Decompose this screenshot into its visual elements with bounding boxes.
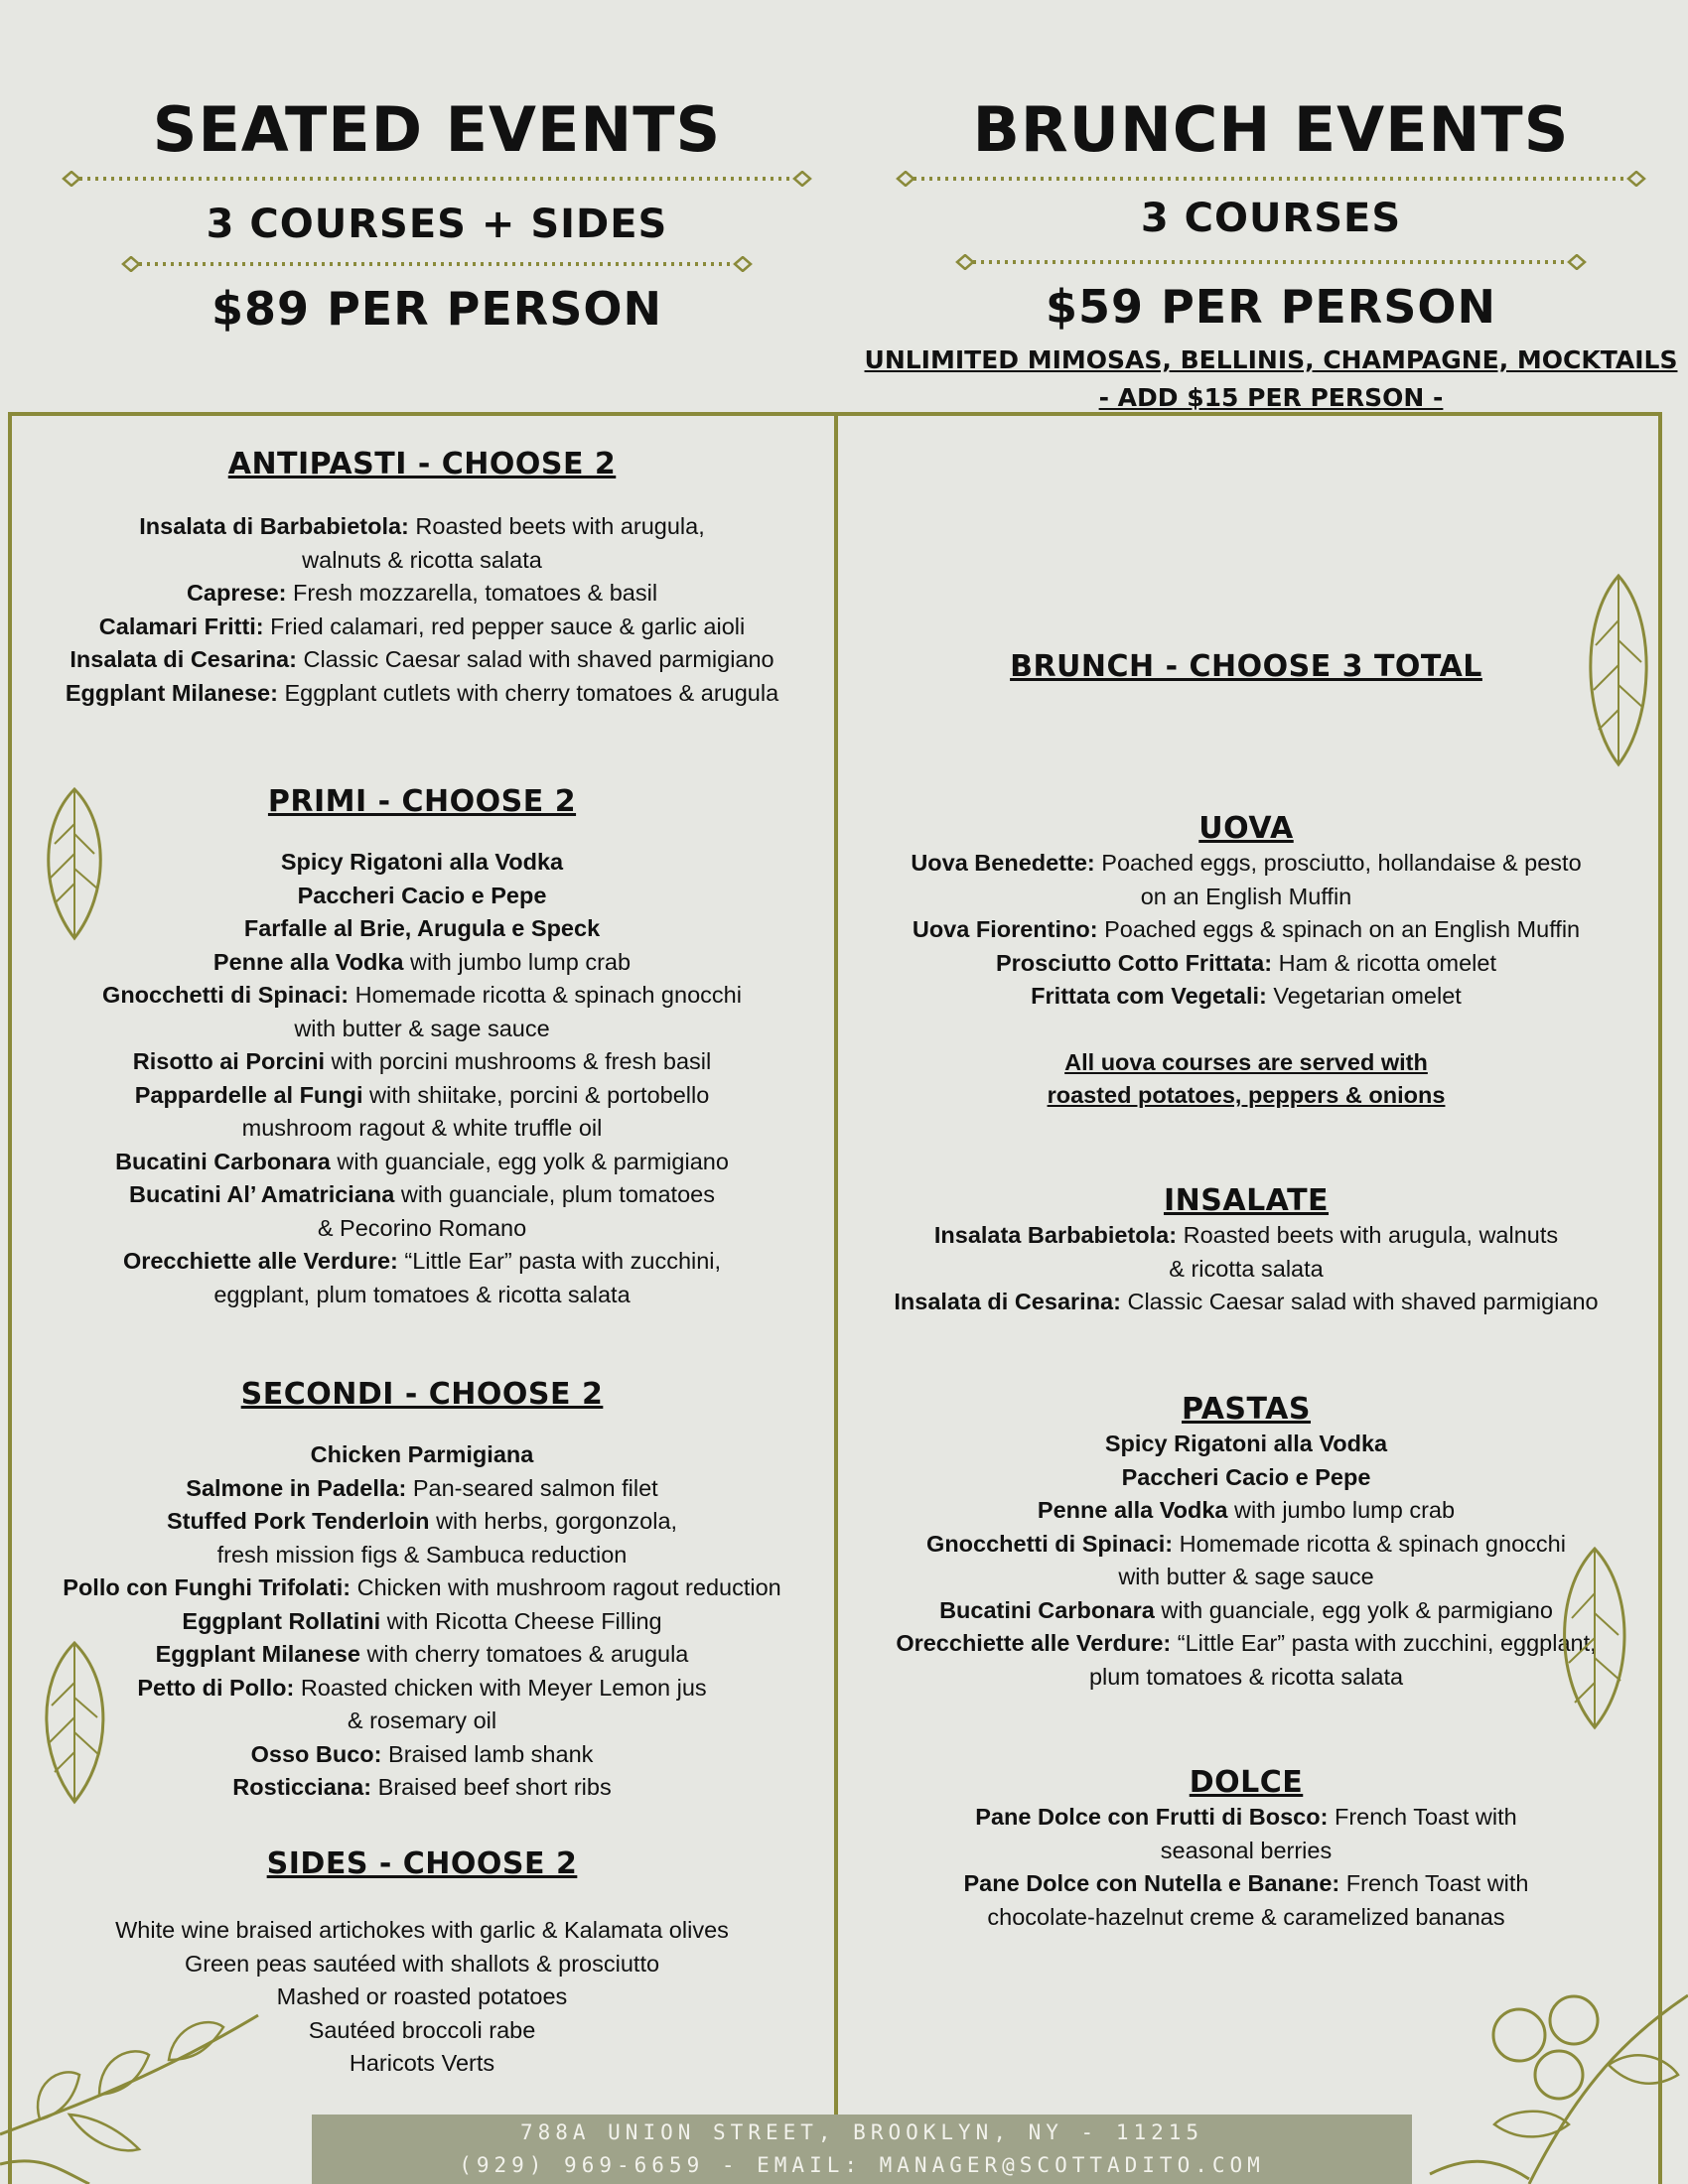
menu-item — [849, 980, 1643, 1014]
menu-item-description: Ham & ricotta omelet — [1272, 949, 1496, 976]
secondi-section — [20, 1377, 824, 1805]
menu-item — [20, 510, 824, 544]
drinks-note-line2: - ADD $15 PER PERSON - — [1098, 383, 1444, 412]
drinks-note-line1: UNLIMITED MIMOSAS, BELLINIS, CHAMPAGNE, MOCKTAILS — [864, 345, 1678, 374]
footer-contact: (929) 969-6659 - EMAIL: MANAGER@SCOTTADITO.COM — [459, 2153, 1265, 2177]
menu-item-description-cont: seasonal berries — [1160, 1837, 1333, 1863]
menu-item — [849, 1867, 1643, 1901]
menu-item — [20, 1672, 824, 1706]
menu-item-name: Frittata com Vegetali: — [1031, 983, 1267, 1009]
dolce-title: DOLCE — [1189, 1765, 1304, 1800]
menu-item-name: Salmone in Padella: — [186, 1474, 407, 1501]
menu-item — [20, 880, 824, 913]
menu-item-description-cont: on an English Muffin — [1140, 883, 1352, 909]
menu-item-description: Roasted chicken with Meyer Lemon jus — [294, 1674, 707, 1701]
brunch-title-section: BRUNCH - CHOOSE 3 TOTAL — [1010, 649, 1482, 684]
menu-item-description: Pan-seared salmon filet — [406, 1474, 658, 1501]
menu-item-name: Risotto ai Porcini — [132, 1048, 326, 1074]
menu-item — [20, 1638, 824, 1672]
menu-item — [849, 1286, 1643, 1319]
menu-item-name: Insalata di Cesarina: — [70, 646, 297, 672]
menu-item — [849, 847, 1643, 881]
menu-item-name: Insalata di Barbabietola: — [139, 513, 409, 539]
menu-item-name: Spicy Rigatoni alla Vodka — [1104, 1431, 1388, 1456]
menu-item-name: Insalata Barbabietola: — [933, 1222, 1178, 1248]
menu-item-name: Caprese: — [186, 580, 287, 606]
menu-item-description: with guanciale, egg yolk & parmigiano — [330, 1148, 729, 1174]
seated-price: $89 PER PERSON — [211, 282, 662, 336]
seated-courses: 3 COURSES + SIDES — [206, 202, 668, 247]
menu-item — [20, 1045, 824, 1079]
menu-item-name: Stuffed Pork Tenderloin — [166, 1508, 430, 1534]
menu-item-description: French Toast with — [1339, 1870, 1529, 1896]
menu-item-description: with jumbo lump crab — [1227, 1497, 1456, 1523]
menu-item-name: Pollo con Funghi Trifolati: — [63, 1574, 352, 1600]
menu-item-description: with shiitake, porcini & portobello — [362, 1081, 710, 1108]
menu-item-name: Gnocchetti di Spinaci: — [926, 1530, 1174, 1557]
brunch-header — [854, 0, 1688, 417]
menu-item — [849, 913, 1643, 947]
footer-address: 788A UNION STREET, BROOKLYN, NY - 11215 — [519, 2120, 1204, 2144]
brunch-title: BRUNCH EVENTS — [972, 93, 1570, 166]
menu-item — [849, 1528, 1643, 1562]
dotted-divider — [60, 171, 814, 187]
menu-item-description: with cherry tomatoes & arugula — [359, 1641, 689, 1667]
uova-list — [849, 847, 1643, 1014]
primi-section — [20, 784, 824, 1311]
side-item: Sautéed broccoli rabe — [308, 2016, 536, 2043]
menu-item-description-cont: & Pecorino Romano — [317, 1214, 527, 1241]
menu-item-name: Orecchiette alle Verdure: — [122, 1248, 398, 1274]
primi-list — [20, 846, 824, 1311]
menu-item — [849, 1627, 1643, 1661]
brunch-price: $59 PER PERSON — [1046, 280, 1496, 334]
menu-item-description: with jumbo lump crab — [403, 948, 632, 975]
side-item: Haricots Verts — [349, 2050, 495, 2076]
uova-note-line2: roasted potatoes, peppers & onions — [1047, 1082, 1446, 1108]
menu-item — [20, 846, 824, 880]
dotted-divider — [894, 171, 1648, 187]
menu-item — [849, 947, 1643, 981]
menu-item — [20, 1079, 824, 1113]
brunch-section — [849, 649, 1643, 685]
menu-item-name: Farfalle al Brie, Arugula e Speck — [243, 915, 601, 941]
side-item: Green peas sautéed with shallots & prosciutto — [184, 1950, 660, 1977]
column-divider — [834, 412, 838, 2184]
menu-item — [20, 677, 824, 711]
menu-item — [20, 1505, 824, 1539]
seated-title: SEATED EVENTS — [152, 93, 722, 166]
antipasti-title: ANTIPASTI - CHOOSE 2 — [227, 447, 617, 481]
menu-item — [849, 1219, 1643, 1253]
menu-item — [20, 1571, 824, 1605]
menu-item — [20, 1605, 824, 1639]
menu-item-description: Fresh mozzarella, tomatoes & basil — [286, 580, 658, 606]
menu-item-name: Pane Dolce con Frutti di Bosco: — [975, 1804, 1329, 1830]
menu-item-description: Roasted beets with arugula, — [408, 513, 705, 539]
menu-item-name: Bucatini Carbonara — [115, 1148, 331, 1174]
menu-item — [849, 1801, 1643, 1835]
sides-title: SIDES - CHOOSE 2 — [266, 1846, 578, 1881]
menu-item — [849, 1461, 1643, 1495]
menu-item-description: Chicken with mushroom ragout reduction — [351, 1574, 781, 1600]
menu-item-description: Poached eggs & spinach on an English Muffin — [1097, 916, 1581, 942]
menu-item — [849, 1594, 1643, 1628]
menu-item-name: Eggplant Rollatini — [182, 1607, 381, 1634]
menu-item — [20, 979, 824, 1013]
menu-item-description-cont: with butter & sage sauce — [1118, 1564, 1374, 1589]
leaf-icon — [20, 784, 129, 943]
menu-item-description: Classic Caesar salad with shaved parmigiano — [296, 646, 774, 672]
menu-item-name: Prosciutto Cotto Frittata: — [995, 949, 1273, 976]
menu-item — [20, 1146, 824, 1179]
menu-item-description-cont: chocolate-hazelnut creme & caramelized bananas — [987, 1903, 1505, 1930]
menu-item-name: Bucatini Al’ Amatriciana — [129, 1181, 395, 1207]
antipasti-section — [20, 447, 824, 710]
menu-item-name: Orecchiette alle Verdure: — [896, 1630, 1172, 1656]
side-item: White wine braised artichokes with garlic & Kalamata olives — [115, 1917, 729, 1943]
menu-item-name: Eggplant Milanese: — [65, 679, 278, 706]
menu-item-description-cont: walnuts & ricotta salata — [302, 546, 542, 573]
menu-item-name: Spicy Rigatoni alla Vodka — [280, 849, 564, 875]
menu-item-description-cont: & ricotta salata — [1169, 1255, 1324, 1282]
menu-item-name: Pane Dolce con Nutella e Banane: — [963, 1870, 1340, 1896]
menu-item-description: with Ricotta Cheese Filling — [380, 1607, 662, 1634]
menu-item-description: Fried calamari, red pepper sauce & garlic aioli — [263, 613, 746, 639]
leaf-icon — [1574, 571, 1663, 769]
menu-item-name: Rosticciana: — [232, 1774, 372, 1800]
menu-item — [849, 1428, 1643, 1461]
menu-item-description: Homemade ricotta & spinach gnocchi — [1173, 1530, 1566, 1557]
menu-item-name: Pappardelle al Fungi — [134, 1081, 363, 1108]
dolce-section — [849, 1765, 1643, 1934]
menu-item-name: Penne alla Vodka — [1037, 1497, 1228, 1523]
menu-item-description-cont: & rosemary oil — [347, 1707, 497, 1733]
menu-item — [20, 912, 824, 946]
menu-item — [20, 577, 824, 611]
menu-item-description-cont: plum tomatoes & ricotta salata — [1088, 1663, 1404, 1690]
dotted-divider — [119, 256, 755, 272]
uova-title: UOVA — [1198, 811, 1294, 846]
menu-item-description-cont: mushroom ragout & white truffle oil — [241, 1115, 603, 1141]
pastas-title: PASTAS — [1181, 1392, 1312, 1427]
menu-item-description: Eggplant cutlets with cherry tomatoes & arugula — [277, 679, 779, 706]
menu-item — [20, 1472, 824, 1506]
menu-item — [20, 1438, 824, 1472]
menu-item-description: Braised lamb shank — [381, 1740, 594, 1767]
menu-item-name: Calamari Fritti: — [98, 613, 264, 639]
menu-item — [20, 1178, 824, 1212]
menu-item-name: Chicken Parmigiana — [310, 1441, 534, 1467]
menu-item-name: Uova Fiorentino: — [912, 916, 1098, 942]
menu-item-description-cont: with butter & sage sauce — [294, 1015, 550, 1041]
seated-header — [40, 0, 834, 336]
menu-item — [849, 1494, 1643, 1528]
menu-item-description: Poached eggs, prosciutto, hollandaise & pesto — [1094, 850, 1582, 876]
menu-item — [20, 1738, 824, 1772]
menu-item — [20, 1245, 824, 1279]
menu-item-name: Bucatini Carbonara — [939, 1596, 1155, 1623]
menu-item-name: Uova Benedette: — [911, 850, 1095, 876]
olive-branch-icon — [0, 1956, 298, 2184]
leaf-icon — [1537, 1544, 1651, 1732]
footer — [312, 2115, 1412, 2184]
menu-item-description: with herbs, gorgonzola, — [429, 1508, 678, 1534]
menu-item-description: Braised beef short ribs — [371, 1774, 612, 1800]
side-item: Mashed or roasted potatoes — [276, 1983, 568, 2009]
dolce-list — [849, 1801, 1643, 1934]
brunch-courses: 3 COURSES — [1140, 196, 1402, 241]
menu-item-description: Roasted beets with arugula, walnuts — [1177, 1222, 1559, 1248]
secondi-list — [20, 1438, 824, 1805]
menu-item-description: French Toast with — [1328, 1804, 1517, 1830]
dotted-divider — [953, 254, 1589, 270]
menu-item-name: Insalata di Cesarina: — [894, 1289, 1121, 1314]
menu-item — [20, 611, 824, 644]
menu-item-name: Gnocchetti di Spinaci: — [102, 982, 350, 1008]
insalate-section — [849, 1183, 1643, 1319]
menu-item-name: Penne alla Vodka — [212, 948, 404, 975]
menu-item-name: Paccheri Cacio e Pepe — [297, 882, 547, 908]
leaf-icon — [20, 1638, 129, 1807]
menu-item-name: Eggplant Milanese — [155, 1641, 360, 1667]
menu-item — [20, 946, 824, 980]
menu-item-description: with guanciale, egg yolk & parmigiano — [1154, 1596, 1553, 1623]
insalate-list — [849, 1219, 1643, 1319]
menu-item-description: Homemade ricotta & spinach gnocchi — [349, 982, 742, 1008]
menu-item-description: with porcini mushrooms & fresh basil — [325, 1048, 712, 1074]
menu-item-description: Vegetarian omelet — [1266, 983, 1462, 1009]
menu-item-description-cont: eggplant, plum tomatoes & ricotta salata — [213, 1281, 631, 1307]
menu-item-name: Osso Buco: — [250, 1740, 382, 1767]
menu-item-name: Petto di Pollo: — [137, 1674, 295, 1701]
primi-title: PRIMI - CHOOSE 2 — [267, 784, 577, 819]
secondi-title: SECONDI - CHOOSE 2 — [240, 1377, 604, 1412]
uova-section — [849, 811, 1643, 1113]
antipasti-list — [20, 510, 824, 710]
menu-item-description-cont: fresh mission figs & Sambuca reduction — [216, 1541, 628, 1568]
menu-item-description: “Little Ear” pasta with zucchini, eggplant, — [1171, 1630, 1597, 1656]
uova-note-line1: All uova courses are served with — [1064, 1048, 1428, 1075]
insalate-title: INSALATE — [1163, 1183, 1330, 1218]
menu-item-name: Paccheri Cacio e Pepe — [1121, 1463, 1371, 1490]
menu-item — [20, 643, 824, 677]
pastas-list — [849, 1428, 1643, 1694]
menu-item-description: Classic Caesar salad with shaved parmigiano — [1120, 1289, 1599, 1314]
menu-item-description: with guanciale, plum tomatoes — [394, 1181, 715, 1207]
pastas-section — [849, 1392, 1643, 1694]
menu-item-description: “Little Ear” pasta with zucchini, — [397, 1248, 722, 1274]
menu-item — [20, 1771, 824, 1805]
olive-branch-icon — [1410, 1976, 1688, 2184]
